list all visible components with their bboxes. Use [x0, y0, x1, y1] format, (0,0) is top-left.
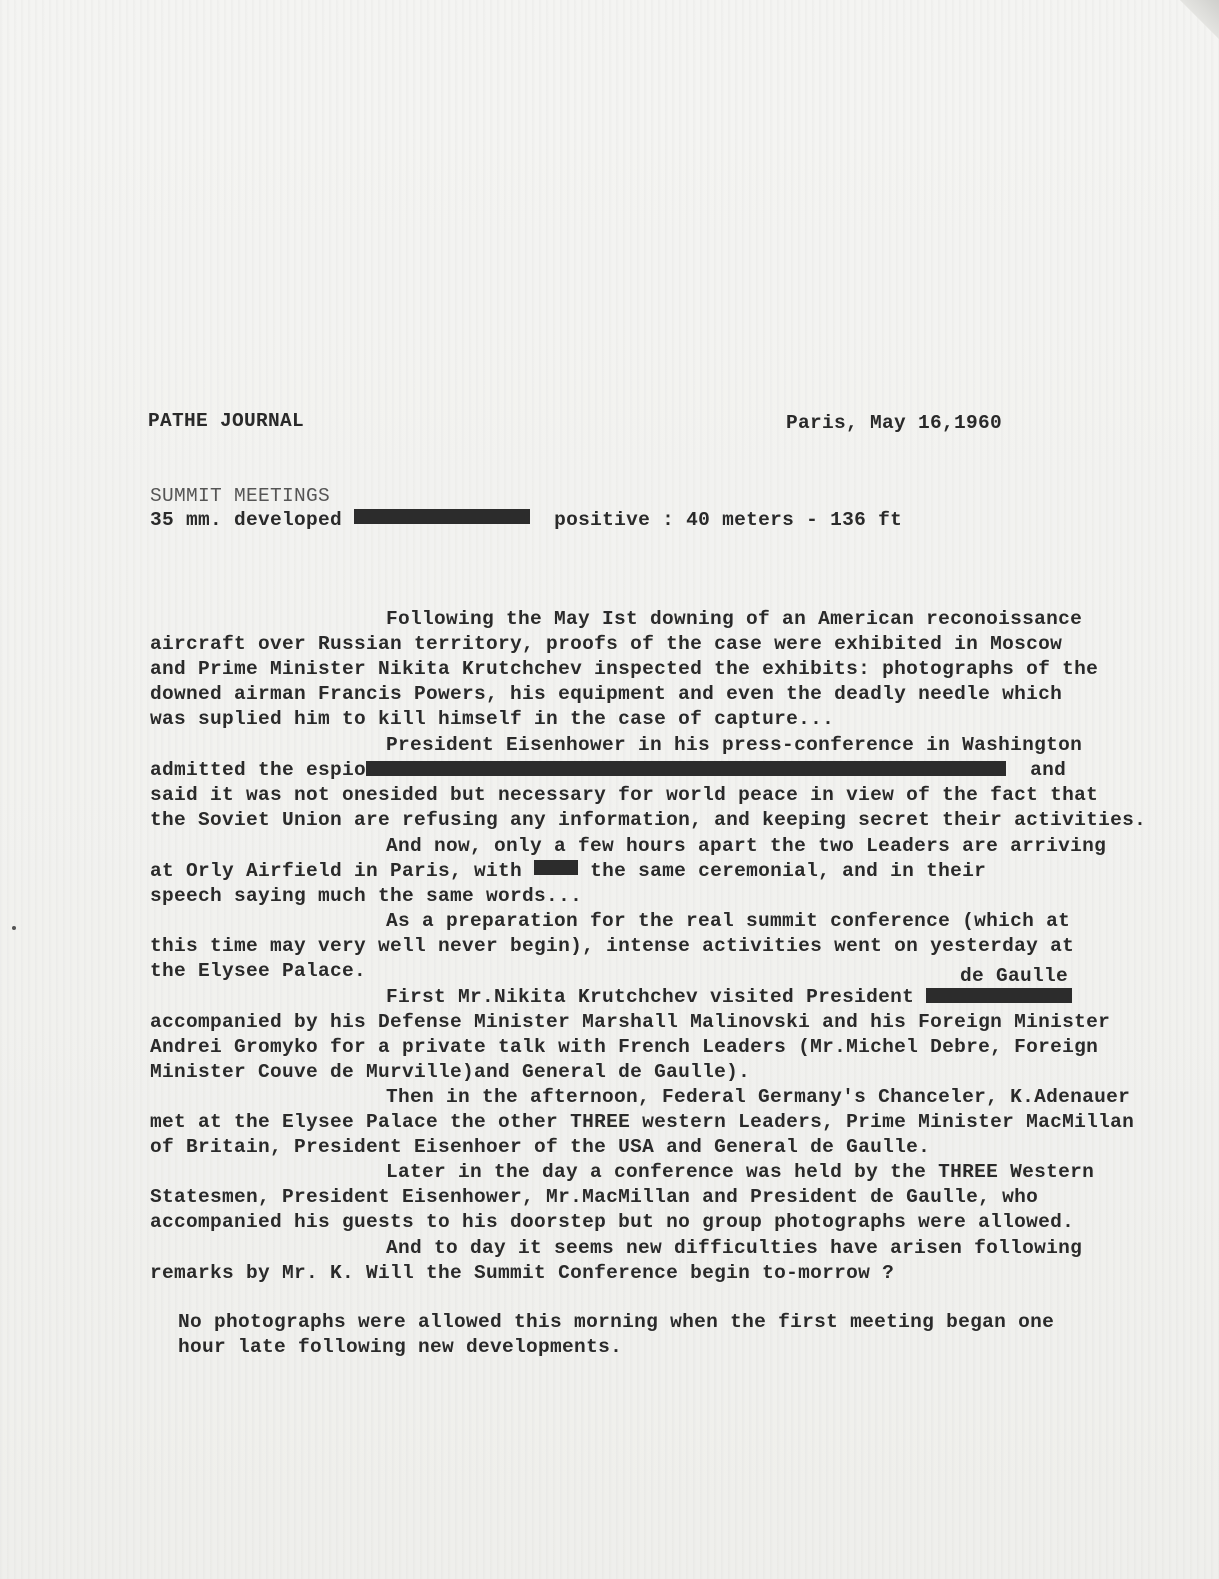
p2-line-2: [150, 758, 1066, 782]
p7-line-2: Statesmen, President Eisenhower, Mr.MacMillan and President de Gaulle, who: [150, 1186, 1039, 1208]
p3-line-2: [150, 859, 986, 883]
p9-line-1: No photographs were allowed this morning when the first meeting began one: [178, 1311, 1055, 1333]
p5-line-2: accompanied by his Defense Minister Marshall Malinovski and his Foreign Minister: [150, 1011, 1111, 1033]
p5-line-3: Andrei Gromyko for a private talk with French Leaders (Mr.Michel Debre, Foreign: [150, 1036, 1099, 1058]
p3-line-2-prefix: at Orly Airfield in Paris, with: [150, 860, 523, 882]
film-spec-prefix: 35 mm. developed: [150, 509, 343, 531]
p6-line-2: met at the Elysee Palace the other THREE western Leaders, Prime Minister MacMillan: [150, 1111, 1135, 1133]
p8-line-2: remarks by Mr. K. Will the Summit Conference begin to-morrow ?: [150, 1262, 895, 1284]
p1-line-4: downed airman Francis Powers, his equipment and even the deadly needle which: [150, 683, 1063, 705]
p2-line-3: said it was not onesided but necessary for world peace in view of the fact that: [150, 784, 1099, 806]
header-place-date: Paris, May 16,1960: [786, 412, 1003, 434]
p1-line-1: Following the May Ist downing of an American reconoissance: [386, 608, 1083, 630]
p5-inserted-name: de Gaulle: [960, 965, 1069, 987]
p1-line-5: was suplied him to kill himself in the case of capture...: [150, 708, 835, 730]
p1-line-3: and Prime Minister Nikita Krutchchev inspected the exhibits: photographs of the: [150, 658, 1099, 680]
p2-line-1: President Eisenhower in his press-conference in Washington: [386, 734, 1083, 756]
p3-line-1: And now, only a few hours apart the two Leaders are arriving: [386, 835, 1107, 857]
p3-line-3: speech saying much the same words...: [150, 885, 583, 907]
p7-line-3: accompanied his guests to his doorstep but no group photographs were allowed.: [150, 1211, 1075, 1233]
p3-line-2-suffix: the same ceremonial, and in their: [590, 860, 987, 882]
p6-line-1: Then in the afternoon, Federal Germany's Chanceler, K.Adenauer: [386, 1086, 1131, 1108]
film-spec-struck: [354, 509, 530, 524]
p4-line-3: the Elysee Palace.: [150, 960, 367, 982]
p4-line-1: As a preparation for the real summit conference (which at: [386, 910, 1071, 932]
margin-smudge: [12, 926, 16, 930]
p8-line-1: And to day it seems new difficulties have arisen following: [386, 1237, 1083, 1259]
subject-title: SUMMIT MEETINGS: [150, 485, 331, 507]
film-spec-suffix: positive : 40 meters - 136 ft: [554, 509, 903, 531]
folded-corner: [1179, 0, 1219, 46]
p2-line-4: the Soviet Union are refusing any information, and keeping secret their activities.: [150, 809, 1147, 831]
p6-line-3: of Britain, President Eisenhoer of the USA and General de Gaulle.: [150, 1136, 931, 1158]
p2-line-2-prefix: admitted the espio: [150, 759, 367, 781]
p4-line-2: this time may very well never begin), intense activities went on yesterday at: [150, 935, 1075, 957]
header-agency: PATHE JOURNAL: [148, 410, 305, 432]
p5-struck-name: [926, 988, 1072, 1003]
p5-line-1-text: First Mr.Nikita Krutchchev visited President: [386, 986, 915, 1008]
p3-struck-word: [534, 860, 578, 875]
p7-line-1: Later in the day a conference was held by the THREE Western: [386, 1161, 1095, 1183]
film-spec: [150, 508, 902, 532]
p5-line-4: Minister Couve de Murville)and General de Gaulle).: [150, 1061, 751, 1083]
p2-struck-text: [366, 761, 1006, 776]
p5-line-1: [386, 985, 1072, 1009]
p1-line-2: aircraft over Russian territory, proofs of the case were exhibited in Moscow: [150, 633, 1063, 655]
p9-line-2: hour late following new developments.: [178, 1336, 623, 1358]
p2-line-2-suffix: and: [1030, 759, 1067, 781]
